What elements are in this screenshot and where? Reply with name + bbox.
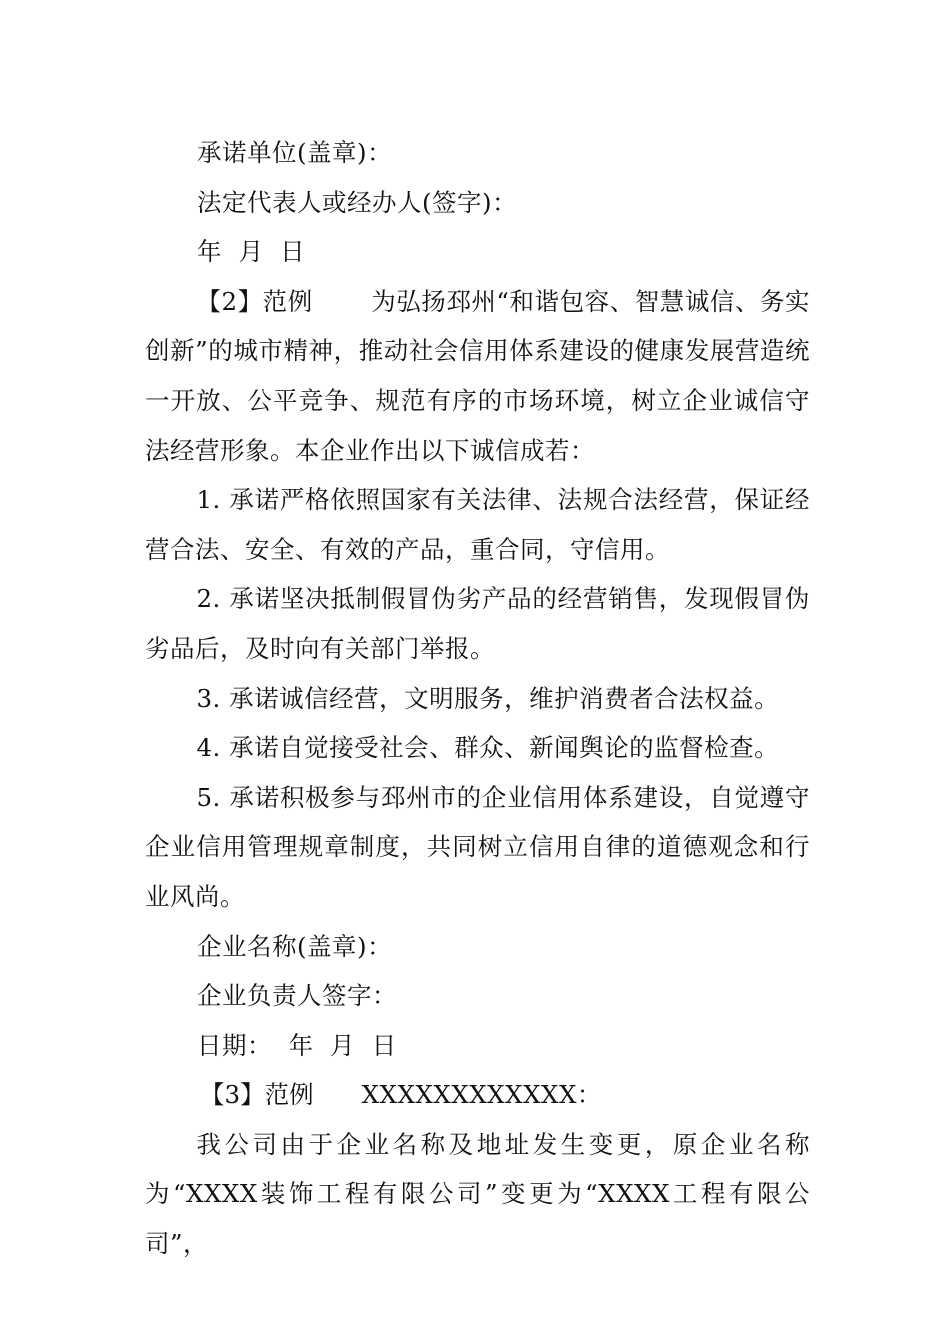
commitment-item-5: 5. 承诺积极参与邳州市的企业信用体系建设，自觉遵守企业信用管理规章制度，共同树立信用自律的道德观念和行业风尚。	[145, 782, 810, 911]
signature-representative-line: 法定代表人或经办人(签字)：	[197, 187, 518, 217]
example-3-heading	[145, 1070, 810, 1120]
commitment-item-2: 2. 承诺坚决抵制假冒伪劣产品的经营销售，发现假冒伪劣品后，及时向有关部门举报。	[145, 584, 810, 663]
signature-unit-line: 承诺单位(盖章)：	[197, 138, 393, 167]
example-3-tag: 【3】范例	[200, 1080, 314, 1110]
signature-date-line-2: 日期： 年 月 日	[197, 1030, 397, 1060]
signature-company-line: 企业名称(盖章)：	[197, 931, 393, 961]
document-body	[145, 128, 810, 1269]
commitment-item-3: 3. 承诺诚信经营，文明服务，维护消费者合法权益。	[196, 683, 780, 713]
example-3-body-paragraph: 我公司由于企业名称及地址发生变更，原企业名称为“XXXX装饰工程有限公司”变更为“XXXX工程有限公司”，	[145, 1129, 810, 1259]
heading-gap	[313, 287, 371, 316]
commitment-item-1: 1. 承诺严格依照国家有关法律、法规合法经营，保证经营合法、安全、有效的产品，重合同，守信用。	[145, 485, 810, 564]
signature-date-line: 年 月 日	[197, 237, 306, 267]
example-2-intro-text: 为弘扬邳州“和谐包容、智慧诚信、务实创新”的城市精神，推动社会信用体系建设的健康发展营造统一开放、公平竞争、规范有序的市场环境，树立企业诚信守法经营形象。本企业作出以下诚信成若：	[145, 286, 811, 465]
example-3-recipient: XXXXXXXXXXXX：	[361, 1080, 602, 1110]
example-2-intro-paragraph	[145, 277, 810, 475]
example-2-tag: 【2】范例	[196, 286, 313, 316]
signature-person-line: 企业负责人签字：	[197, 981, 397, 1011]
commitment-item-4: 4. 承诺自觉接受社会、群众、新闻舆论的监督检查。	[196, 733, 780, 763]
